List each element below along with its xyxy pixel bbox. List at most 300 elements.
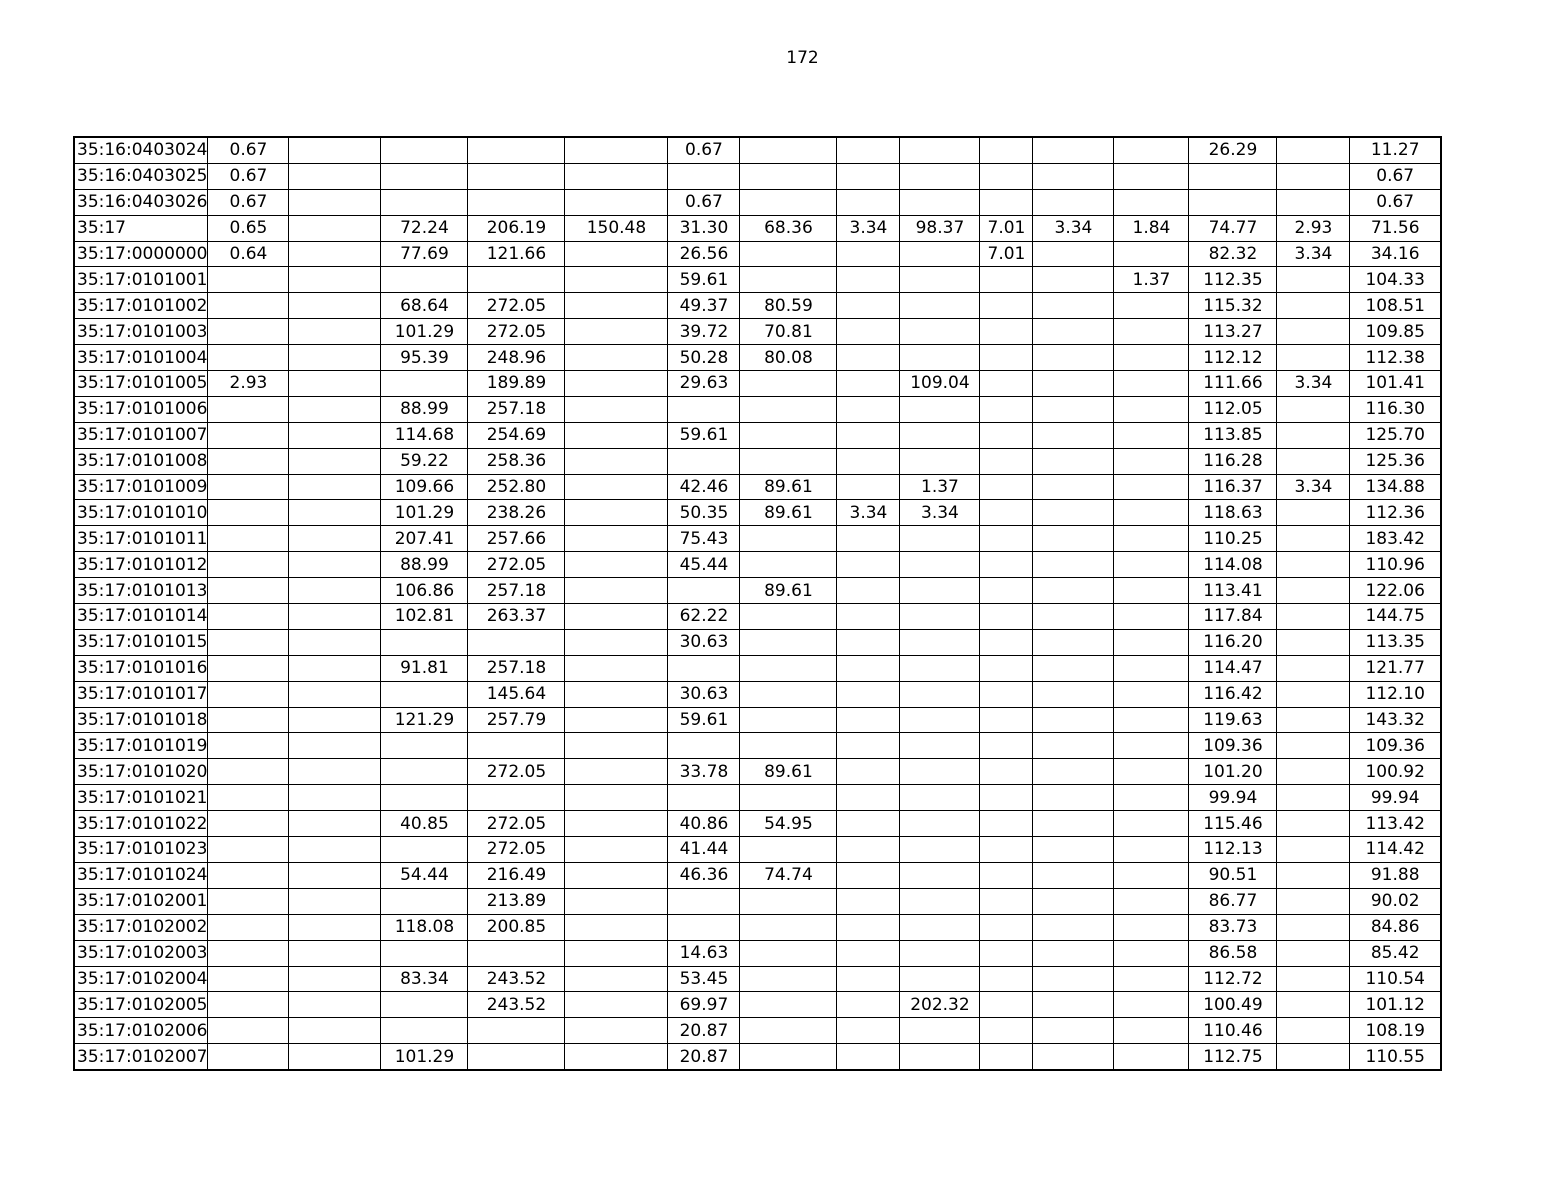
- table-cell: [1033, 888, 1114, 914]
- table-cell: [1033, 914, 1114, 940]
- table-cell: 101.20: [1189, 759, 1277, 785]
- table-cell: 0.64: [208, 241, 289, 267]
- table-cell: 89.61: [740, 500, 837, 526]
- table-cell: [980, 914, 1033, 940]
- table-cell: 3.34: [837, 500, 900, 526]
- row-id-cell: 35:17:0101002: [74, 293, 208, 319]
- table-cell: [740, 396, 837, 422]
- table-cell: [289, 396, 381, 422]
- table-cell: [565, 992, 668, 1018]
- table-cell: [289, 474, 381, 500]
- table-cell: [565, 811, 668, 837]
- table-cell: [565, 759, 668, 785]
- table-cell: 108.19: [1350, 1018, 1441, 1044]
- table-cell: [980, 940, 1033, 966]
- table-cell: [1114, 785, 1189, 811]
- table-cell: 0.67: [1350, 189, 1441, 215]
- row-id-cell: 35:17:0101010: [74, 500, 208, 526]
- table-cell: [208, 733, 289, 759]
- table-row: [74, 552, 1441, 578]
- table-cell: 88.99: [381, 396, 468, 422]
- table-cell: [208, 655, 289, 681]
- table-cell: [468, 163, 565, 189]
- table-row: [74, 526, 1441, 552]
- row-id-cell: 35:17:0102006: [74, 1018, 208, 1044]
- table-cell: [980, 733, 1033, 759]
- table-cell: [1277, 267, 1350, 293]
- table-cell: [1277, 629, 1350, 655]
- table-cell: [1033, 940, 1114, 966]
- table-row: [74, 759, 1441, 785]
- row-id-cell: 35:17:0102004: [74, 966, 208, 992]
- table-cell: 112.10: [1350, 681, 1441, 707]
- table-row: [74, 396, 1441, 422]
- table-cell: [289, 862, 381, 888]
- table-cell: [565, 914, 668, 940]
- table-cell: [980, 422, 1033, 448]
- table-cell: 202.32: [900, 992, 980, 1018]
- table-cell: [1033, 163, 1114, 189]
- table-cell: [1033, 681, 1114, 707]
- table-cell: 112.72: [1189, 966, 1277, 992]
- table-cell: [468, 267, 565, 293]
- table-cell: [289, 811, 381, 837]
- table-cell: [1114, 396, 1189, 422]
- table-cell: 39.72: [668, 319, 740, 345]
- table-cell: 88.99: [381, 552, 468, 578]
- table-cell: [900, 862, 980, 888]
- table-cell: [208, 267, 289, 293]
- table-cell: [1277, 448, 1350, 474]
- table-cell: 252.80: [468, 474, 565, 500]
- table-cell: [980, 785, 1033, 811]
- table-cell: 183.42: [1350, 526, 1441, 552]
- table-cell: 50.35: [668, 500, 740, 526]
- table-cell: [900, 448, 980, 474]
- table-cell: [900, 1044, 980, 1070]
- table-cell: [208, 759, 289, 785]
- table-cell: [1114, 992, 1189, 1018]
- table-cell: [565, 448, 668, 474]
- table-cell: [468, 189, 565, 215]
- table-cell: [1033, 500, 1114, 526]
- table-cell: 72.24: [381, 215, 468, 241]
- table-cell: [565, 837, 668, 863]
- table-cell: 42.46: [668, 474, 740, 500]
- table-cell: [1033, 293, 1114, 319]
- table-cell: [1033, 345, 1114, 371]
- table-cell: [980, 992, 1033, 1018]
- table-cell: [1277, 733, 1350, 759]
- table-cell: [289, 1044, 381, 1070]
- table-cell: [1114, 422, 1189, 448]
- table-cell: [565, 267, 668, 293]
- table-cell: [565, 422, 668, 448]
- table-cell: [468, 1018, 565, 1044]
- table-cell: [740, 966, 837, 992]
- table-cell: [1033, 1044, 1114, 1070]
- row-id-cell: 35:16:0403025: [74, 163, 208, 189]
- table-cell: [900, 759, 980, 785]
- table-cell: [1114, 578, 1189, 604]
- table-cell: 125.36: [1350, 448, 1441, 474]
- table-cell: [1114, 733, 1189, 759]
- table-cell: [1277, 137, 1350, 163]
- table-cell: [1114, 629, 1189, 655]
- table-cell: 272.05: [468, 811, 565, 837]
- table-cell: [289, 241, 381, 267]
- table-cell: 113.42: [1350, 811, 1441, 837]
- table-cell: 243.52: [468, 966, 565, 992]
- table-cell: [289, 759, 381, 785]
- table-cell: 144.75: [1350, 604, 1441, 630]
- table-cell: 110.55: [1350, 1044, 1441, 1070]
- table-cell: [980, 837, 1033, 863]
- table-cell: 45.44: [668, 552, 740, 578]
- table-row: [74, 914, 1441, 940]
- table-cell: 110.46: [1189, 1018, 1277, 1044]
- table-cell: [1114, 837, 1189, 863]
- table-cell: [1033, 267, 1114, 293]
- table-cell: [740, 371, 837, 397]
- table-row: [74, 785, 1441, 811]
- table-cell: [980, 137, 1033, 163]
- table-cell: [980, 578, 1033, 604]
- table-row: [74, 137, 1441, 163]
- table-cell: 70.81: [740, 319, 837, 345]
- table-cell: [837, 992, 900, 1018]
- table-cell: [837, 733, 900, 759]
- table-cell: [980, 629, 1033, 655]
- table-cell: 26.29: [1189, 137, 1277, 163]
- table-cell: 89.61: [740, 474, 837, 500]
- table-cell: 114.47: [1189, 655, 1277, 681]
- table-cell: [980, 500, 1033, 526]
- table-cell: [208, 811, 289, 837]
- table-cell: 112.38: [1350, 345, 1441, 371]
- table-cell: [381, 759, 468, 785]
- table-cell: 101.41: [1350, 371, 1441, 397]
- table-cell: [1114, 707, 1189, 733]
- table-cell: [468, 733, 565, 759]
- table-cell: [668, 448, 740, 474]
- table-cell: [980, 1018, 1033, 1044]
- table-cell: [565, 629, 668, 655]
- table-cell: [740, 785, 837, 811]
- table-row: [74, 888, 1441, 914]
- table-cell: [381, 163, 468, 189]
- table-cell: [289, 422, 381, 448]
- table-cell: 54.44: [381, 862, 468, 888]
- table-cell: [668, 914, 740, 940]
- table-cell: 143.32: [1350, 707, 1441, 733]
- table-cell: [208, 862, 289, 888]
- table-cell: [1033, 137, 1114, 163]
- table-cell: [289, 604, 381, 630]
- table-cell: 206.19: [468, 215, 565, 241]
- table-cell: [980, 681, 1033, 707]
- row-id-cell: 35:17:0101022: [74, 811, 208, 837]
- table-cell: [289, 189, 381, 215]
- table-cell: 110.96: [1350, 552, 1441, 578]
- table-cell: [381, 267, 468, 293]
- row-id-cell: 35:17: [74, 215, 208, 241]
- table-cell: [1114, 474, 1189, 500]
- table-cell: 3.34: [837, 215, 900, 241]
- table-cell: [900, 189, 980, 215]
- table-cell: 83.34: [381, 966, 468, 992]
- table-cell: [565, 785, 668, 811]
- table-cell: [381, 681, 468, 707]
- table-cell: [565, 526, 668, 552]
- row-id-cell: 35:17:0101008: [74, 448, 208, 474]
- table-cell: 0.67: [208, 163, 289, 189]
- table-cell: 116.30: [1350, 396, 1441, 422]
- table-cell: [837, 293, 900, 319]
- table-cell: [740, 267, 837, 293]
- table-body: [74, 137, 1441, 1070]
- table-cell: 257.79: [468, 707, 565, 733]
- table-row: [74, 837, 1441, 863]
- table-cell: 62.22: [668, 604, 740, 630]
- table-cell: [900, 966, 980, 992]
- table-cell: [900, 707, 980, 733]
- table-cell: [1033, 526, 1114, 552]
- table-cell: [837, 655, 900, 681]
- table-cell: 102.81: [381, 604, 468, 630]
- table-cell: [208, 1018, 289, 1044]
- table-cell: [980, 448, 1033, 474]
- table-cell: 189.89: [468, 371, 565, 397]
- table-cell: [1033, 241, 1114, 267]
- table-cell: [1277, 888, 1350, 914]
- table-cell: 116.28: [1189, 448, 1277, 474]
- table-cell: [1033, 319, 1114, 345]
- table-cell: 3.34: [900, 500, 980, 526]
- table-cell: [1114, 604, 1189, 630]
- table-cell: [289, 448, 381, 474]
- table-cell: 117.84: [1189, 604, 1277, 630]
- table-cell: [837, 914, 900, 940]
- table-cell: 207.41: [381, 526, 468, 552]
- table-cell: 115.46: [1189, 811, 1277, 837]
- table-cell: 7.01: [980, 241, 1033, 267]
- table-cell: [289, 914, 381, 940]
- table-cell: [1033, 992, 1114, 1018]
- table-cell: 68.64: [381, 293, 468, 319]
- table-cell: 108.51: [1350, 293, 1441, 319]
- table-cell: [1033, 396, 1114, 422]
- table-cell: 40.86: [668, 811, 740, 837]
- table-cell: 74.74: [740, 862, 837, 888]
- table-cell: [980, 655, 1033, 681]
- table-cell: [468, 940, 565, 966]
- table-cell: [740, 526, 837, 552]
- table-row: [74, 578, 1441, 604]
- table-cell: 113.27: [1189, 319, 1277, 345]
- table-cell: [1277, 992, 1350, 1018]
- table-cell: 272.05: [468, 293, 565, 319]
- table-cell: [289, 345, 381, 371]
- table-cell: [1114, 371, 1189, 397]
- table-row: [74, 1018, 1441, 1044]
- table-cell: [668, 578, 740, 604]
- row-id-cell: 35:17:0101016: [74, 655, 208, 681]
- table-cell: [980, 888, 1033, 914]
- table-cell: [900, 267, 980, 293]
- table-cell: [289, 655, 381, 681]
- table-row: [74, 1044, 1441, 1070]
- table-cell: [565, 655, 668, 681]
- table-cell: [208, 888, 289, 914]
- table-cell: [289, 526, 381, 552]
- table-cell: 59.61: [668, 707, 740, 733]
- table-cell: [565, 293, 668, 319]
- table-cell: [565, 707, 668, 733]
- table-cell: 74.77: [1189, 215, 1277, 241]
- table-cell: 115.32: [1189, 293, 1277, 319]
- table-cell: 112.75: [1189, 1044, 1277, 1070]
- table-cell: [289, 215, 381, 241]
- table-cell: [565, 733, 668, 759]
- table-cell: 257.18: [468, 655, 565, 681]
- table-cell: [900, 552, 980, 578]
- table-cell: 91.88: [1350, 862, 1441, 888]
- table-cell: [668, 655, 740, 681]
- table-cell: [208, 319, 289, 345]
- table-cell: 121.29: [381, 707, 468, 733]
- table-cell: [1033, 707, 1114, 733]
- table-cell: 263.37: [468, 604, 565, 630]
- table-cell: [1033, 966, 1114, 992]
- table-cell: [740, 1018, 837, 1044]
- table-cell: 118.08: [381, 914, 468, 940]
- table-cell: [1277, 914, 1350, 940]
- table-cell: 109.04: [900, 371, 980, 397]
- table-cell: [740, 241, 837, 267]
- row-id-cell: 35:16:0403026: [74, 189, 208, 215]
- table-cell: 99.94: [1350, 785, 1441, 811]
- table-cell: [1114, 811, 1189, 837]
- table-cell: 0.65: [208, 215, 289, 241]
- table-cell: [1033, 1018, 1114, 1044]
- table-cell: [980, 189, 1033, 215]
- table-cell: [837, 940, 900, 966]
- table-cell: 0.67: [1350, 163, 1441, 189]
- table-cell: [837, 526, 900, 552]
- table-cell: [381, 137, 468, 163]
- table-cell: 85.42: [1350, 940, 1441, 966]
- table-cell: 59.61: [668, 422, 740, 448]
- table-cell: 121.77: [1350, 655, 1441, 681]
- table-cell: [740, 163, 837, 189]
- table-cell: [1277, 319, 1350, 345]
- table-cell: [900, 345, 980, 371]
- table-cell: [381, 371, 468, 397]
- table-cell: [1114, 500, 1189, 526]
- table-cell: [980, 293, 1033, 319]
- table-cell: [1277, 189, 1350, 215]
- table-cell: 2.93: [1277, 215, 1350, 241]
- table-cell: [1277, 759, 1350, 785]
- table-cell: 41.44: [668, 837, 740, 863]
- table-cell: [208, 992, 289, 1018]
- table-cell: [980, 811, 1033, 837]
- table-cell: [837, 552, 900, 578]
- table-cell: [565, 888, 668, 914]
- table-cell: [289, 707, 381, 733]
- table-cell: 257.18: [468, 578, 565, 604]
- row-id-cell: 35:17:0101018: [74, 707, 208, 733]
- table-cell: 59.22: [381, 448, 468, 474]
- table-cell: [740, 733, 837, 759]
- row-id-cell: 35:17:0101009: [74, 474, 208, 500]
- table-cell: 101.29: [381, 500, 468, 526]
- table-cell: [1114, 759, 1189, 785]
- table-cell: 2.93: [208, 371, 289, 397]
- table-cell: 33.78: [668, 759, 740, 785]
- table-cell: 80.59: [740, 293, 837, 319]
- table-cell: [837, 862, 900, 888]
- table-cell: [980, 319, 1033, 345]
- table-cell: [837, 707, 900, 733]
- table-cell: [980, 396, 1033, 422]
- table-cell: [289, 137, 381, 163]
- table-cell: [837, 811, 900, 837]
- table-cell: 1.37: [1114, 267, 1189, 293]
- table-cell: [900, 422, 980, 448]
- table-cell: 86.77: [1189, 888, 1277, 914]
- table-cell: [837, 396, 900, 422]
- table-cell: [900, 940, 980, 966]
- table-cell: [900, 811, 980, 837]
- table-row: [74, 707, 1441, 733]
- table-row: [74, 215, 1441, 241]
- table-cell: [289, 837, 381, 863]
- table-cell: [740, 137, 837, 163]
- table-cell: 248.96: [468, 345, 565, 371]
- table-cell: 116.37: [1189, 474, 1277, 500]
- table-row: [74, 189, 1441, 215]
- row-id-cell: 35:17:0101007: [74, 422, 208, 448]
- table-cell: [837, 474, 900, 500]
- table-cell: [837, 319, 900, 345]
- table-cell: 272.05: [468, 319, 565, 345]
- table-cell: 113.35: [1350, 629, 1441, 655]
- table-cell: [740, 604, 837, 630]
- table-cell: [837, 785, 900, 811]
- table-cell: [837, 681, 900, 707]
- table-cell: [1277, 655, 1350, 681]
- table-cell: [208, 448, 289, 474]
- table-cell: [208, 500, 289, 526]
- table-cell: [468, 1044, 565, 1070]
- table-cell: 3.34: [1277, 371, 1350, 397]
- table-cell: [900, 655, 980, 681]
- data-table: [73, 136, 1442, 1071]
- table-cell: [1033, 448, 1114, 474]
- table-cell: 59.61: [668, 267, 740, 293]
- table-cell: [837, 966, 900, 992]
- table-cell: 0.67: [668, 137, 740, 163]
- table-cell: [289, 629, 381, 655]
- table-cell: [740, 914, 837, 940]
- table-cell: [1189, 189, 1277, 215]
- table-cell: 84.86: [1350, 914, 1441, 940]
- table-cell: [837, 189, 900, 215]
- table-row: [74, 345, 1441, 371]
- table-cell: [837, 345, 900, 371]
